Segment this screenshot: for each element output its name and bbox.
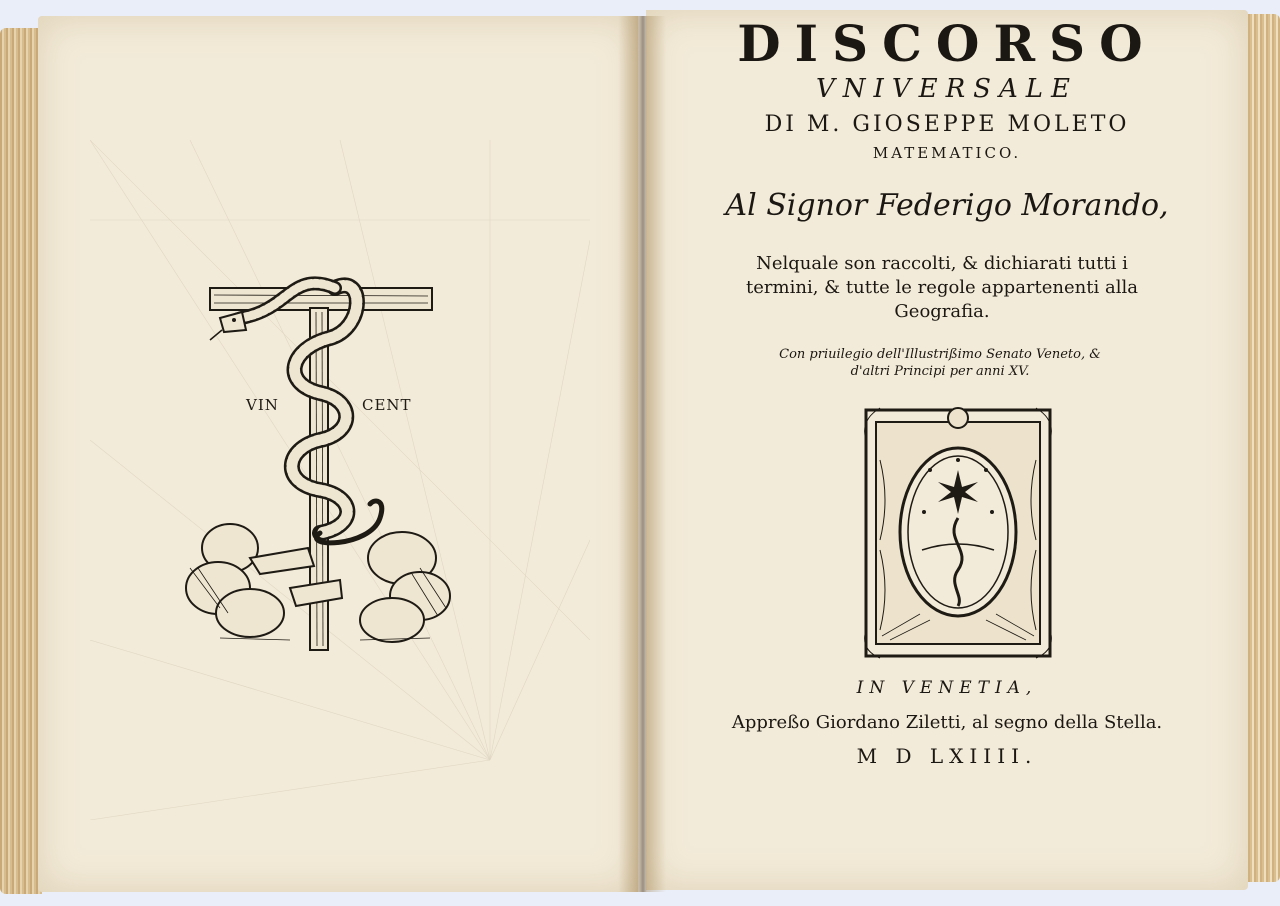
imprint-place: IN VENETIA, [856, 678, 1038, 698]
description-text: Nelquale son raccolti, & dichiarati tutti i termini, & tutte le regole appartenenti alla Geografia. [746, 253, 1138, 322]
imprint-publisher: Appreßo Giordano Ziletti, al segno della Stella. [731, 712, 1163, 733]
woodcut-motto-left: VIN [246, 396, 279, 414]
imprint-year: M D LXIIII. [856, 744, 1038, 768]
printer-star-emblem [860, 400, 1056, 664]
author-profession: MATEMATICO. [872, 144, 1022, 162]
dedication-line: Al Signor Federigo Morando, [725, 188, 1169, 223]
right-page-edges [1244, 14, 1280, 882]
woodcut-motto-right: CENT [362, 396, 412, 414]
book-title: DISCORSO [737, 14, 1157, 73]
left-page-edges [0, 28, 42, 894]
privilege-text: Con priuilegio dell'Illustrißimo Senato Veneto, & d'altri Principi per anni XV. [779, 347, 1101, 379]
author-line: DI M. GIOSEPPE MOLETO [764, 112, 1130, 137]
serpent-cross-woodcut [180, 268, 460, 658]
book-subtitle: VNIVERSALE [816, 74, 1078, 104]
